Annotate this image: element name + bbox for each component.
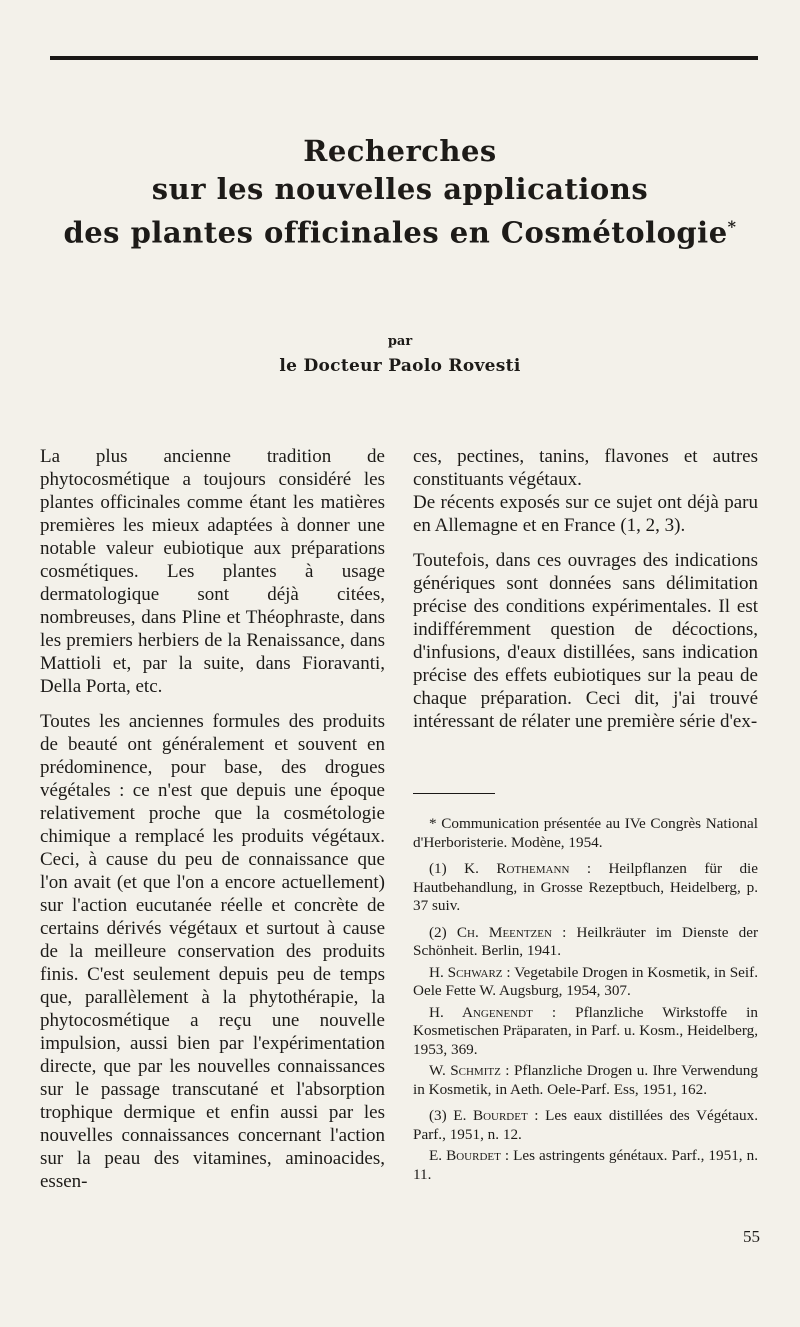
footnote-star: * Communication présentée au IVe Congrès National d'Herboristerie. Modène, 1954.: [413, 815, 758, 851]
ref-text: : Pflanzliche Wirkstoffe in Kosmetischen Präparaten, in Parf. u. Kosm., Heidelberg, 1953, 369.: [413, 1003, 758, 1058]
title-line-3-text: des plantes officinales en Cosmétologie: [63, 215, 728, 250]
title-line-1: Recherches: [303, 134, 497, 168]
footnote-ref-2b: [413, 964, 758, 1001]
body-paragraph: ces, pectines, tanins, flavones et autres constituants végétaux.: [413, 446, 758, 490]
body-paragraph: La plus ancienne tradition de phytocosmétique a toujours considéré les plantes officinales comme étant les matières premières les mieux adaptées à donner une notable valeur eubiotique aux préparations cosmétiques. Les plantes à usage dermatologique sont déjà citées, nombreuses, dans Pline et Théophraste, dans les premiers herbiers de la Renaissance, dans Mattioli et, par la suite, dans Fioravanti, Della Porta, etc.: [40, 446, 385, 697]
body-paragraph: Toutes les anciennes formules des produits de beauté ont généralement et souvent en prédominence, pour base, des drogues végétales : ce n'est que depuis une époque relativement proche que la cosmétologie chimique a remplacé les produits végétaux. Ceci, à cause du peu de connaissance que l'on avait (et que l'on a encore actuellement) sur l'action eucutanée réelle et concrète de certains dérivés végétaux et surtout à cause de la meilleure conservation des produits finis. C'est seulement depuis peu de temps que, parallèlement à la phytothérapie, la phytocosmétique a reçu une nouvelle impulsion, aussi bien par l'expérimentation directe, que par les nouvelles connaissances sur le passage transcutané et l'absorption trophique dermique et enfin aussi par les nouvelles connaissances concernant l'action sur la peau des vitamines, aminoacides, essen-: [40, 711, 385, 1192]
top-rule: [50, 56, 758, 60]
ref-text: : Les eaux distillées des Végétaux. Parf., 1951, n. 12.: [413, 1107, 758, 1143]
footnotes: [413, 815, 758, 1192]
page-number: 55: [743, 1227, 760, 1246]
ref-number: (1): [429, 860, 465, 877]
footnote-ref-2a: [413, 924, 758, 961]
footnote-ref-3a: [413, 1107, 758, 1144]
ref-author: W. Schmitz: [429, 1062, 501, 1079]
title-line-3: [40, 208, 760, 252]
ref-author: E. Bourdet: [429, 1147, 501, 1164]
ref-text: : Pflanzliche Drogen u. Ihre Verwendung in Kosmetik, in Aeth. Oele-Parf. Ess, 1951, 162.: [413, 1062, 758, 1098]
body-paragraph: De récents exposés sur ce sujet ont déjà paru en Allemagne et en France (1, 2, 3).: [413, 492, 758, 536]
ref-number: (2): [429, 923, 457, 941]
ref-author: H. Angenendt: [429, 1003, 533, 1021]
ref-author: E. Bourdet: [453, 1107, 528, 1124]
article-title: [40, 132, 760, 252]
title-line-2: sur les nouvelles applications: [151, 172, 649, 206]
ref-text: : Heilpflanzen für die Hautbehandlung, in Grosse Rezeptbuch, Heidelberg, p. 37 suiv.: [413, 860, 758, 914]
body-paragraph: Toutefois, dans ces ouvrages des indications génériques sont données sans délimitation précise des conditions expérimentales. Il est indifféremment question de décoctions, d'infusions, d'eaux distillées, sans indication précise des effets eubiotiques sur la peau de chaque préparation. Ceci dit, j'ai trouvé intéressant de rélater une première série d'ex-: [413, 550, 758, 732]
ref-text: : Heilkräuter im Dienste der Schönheit. Berlin, 1941.: [413, 923, 758, 959]
footnote-ref-3b: [413, 1147, 758, 1184]
ref-text: : Les astringents génétaux. Parf., 1951, n. 11.: [413, 1147, 759, 1183]
title-footnote-mark: *: [727, 217, 737, 236]
ref-author: Ch. Meentzen: [456, 923, 552, 941]
footnote-rule: [413, 793, 495, 794]
ref-text: : Vegetabile Drogen in Kosmetik, in Seif. Oele Fette W. Augsburg, 1954, 307.: [413, 963, 758, 999]
ref-author: H. Schwarz: [429, 963, 503, 981]
left-column: [40, 445, 385, 1205]
footnote-ref-2d: [413, 1062, 758, 1099]
ref-number: (3): [429, 1107, 454, 1124]
ref-author: K. Rothemann: [464, 860, 570, 877]
right-column: [413, 445, 758, 745]
footnote-ref-1: [413, 860, 758, 916]
byline-par: par: [387, 334, 413, 349]
footnote-ref-2c: [413, 1004, 758, 1060]
byline-author: le Docteur Paolo Rovesti: [279, 356, 521, 376]
